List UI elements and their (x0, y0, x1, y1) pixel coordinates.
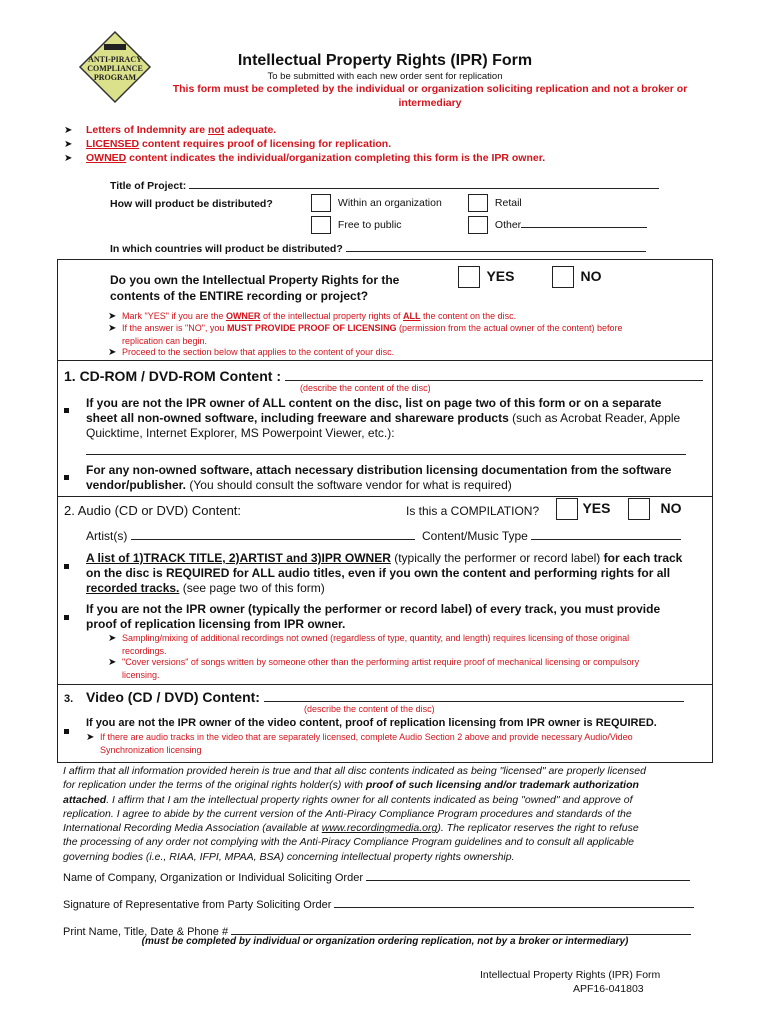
form-title: Intellectual Property Rights (IPR) Form (237, 52, 533, 69)
section-divider (57, 496, 713, 497)
option-other[interactable] (468, 216, 647, 234)
within-org-label: Within an organization (337, 196, 442, 209)
section3-heading-row (86, 689, 684, 705)
countries-row (110, 240, 646, 255)
countries-field[interactable] (346, 240, 646, 252)
arrow-bullet-icon: ➤ (108, 657, 117, 668)
section3-heading: Video (CD / DVD) Content: (86, 689, 260, 705)
ownership-no[interactable] (552, 266, 601, 288)
signature-row (63, 896, 694, 912)
free-checkbox[interactable] (311, 216, 331, 234)
company-label: Name of Company, Organization or Individual Soliciting Order (63, 872, 363, 884)
section3-content-field[interactable] (264, 689, 684, 702)
project-title-row (110, 177, 659, 192)
company-field[interactable] (366, 869, 690, 881)
section1-paragraph-1: If you are not the IPR owner of ALL content on the disc, list on page two of this form or on a separate sheet all non-owned software, including freeware and shareware products (such as Acrobat Reader, Apple Quicktime, Internet Explorer, MS Powerpoint Viewer, etc.): (86, 396, 706, 459)
signature-field[interactable] (334, 896, 694, 908)
countries-question: In which countries will product be distributed? (110, 243, 343, 255)
artists-row (86, 528, 681, 544)
distribution-question: How will product be distributed? (110, 198, 273, 210)
ownership-no-checkbox[interactable] (552, 266, 574, 288)
arrow-bullet-icon: ➤ (108, 633, 117, 644)
other-checkbox[interactable] (468, 216, 488, 234)
ownership-yes-checkbox[interactable] (458, 266, 480, 288)
compilation-no-checkbox[interactable] (628, 498, 650, 520)
section1-paragraph-2: For any non-owned software, attach necessary distribution licensing documentation from the software vendor/publisher. (You should consult the software vendor for what is required) (86, 463, 672, 492)
print-name-field[interactable] (231, 923, 691, 935)
retail-label: Retail (494, 196, 522, 209)
signature-label: Signature of Representative from Party Soliciting Order (63, 899, 332, 911)
section1-heading: 1. CD-ROM / DVD-ROM Content : (64, 368, 281, 384)
ownership-no-label: NO (580, 268, 602, 285)
compilation-no-label: NO (660, 500, 682, 517)
square-bullet-icon (64, 400, 69, 418)
option-free[interactable] (311, 216, 402, 234)
footer-form-name: Intellectual Property Rights (IPR) Form (480, 969, 661, 981)
compilation-yes-label: YES (582, 500, 611, 517)
section1-software-list-field[interactable] (86, 443, 686, 455)
notice-owned: ➤ OWNED content indicates the individual/organization completing this form is the IPR owner. (64, 152, 546, 164)
ownership-question: Do you own the Intellectual Property Rights for the contents of the ENTIRE recording or project? (110, 273, 400, 303)
project-title-field[interactable] (189, 177, 659, 189)
project-title-label: Title of Project: (110, 180, 187, 192)
svg-text:PROGRAM: PROGRAM (93, 73, 137, 82)
arrow-bullet-icon: ➤ (108, 347, 117, 358)
ownership-note-2: ➤ If the answer is "NO", you MUST PROVIDE PROOF OF LICENSING (permission from the actual owner of the content) before replication can begin. (108, 323, 623, 346)
ownership-yes[interactable] (458, 266, 514, 288)
arrow-bullet-icon: ➤ (108, 311, 117, 322)
artists-field[interactable] (131, 528, 415, 540)
notice-licensed: ➤ LICENSED content requires proof of licensing for replication. (64, 138, 392, 150)
square-bullet-icon (64, 467, 69, 485)
svg-text:COMPLIANCE: COMPLIANCE (87, 64, 143, 73)
square-bullet-icon (64, 721, 69, 739)
signature-note: (must be completed by individual or organization ordering replication, not by a broker or intermediary) (141, 936, 629, 947)
within-org-checkbox[interactable] (311, 194, 331, 212)
arrow-bullet-icon: ➤ (64, 153, 73, 164)
red-instruction: This form must be completed by the individual or organization soliciting replication and not a broker or intermediary (172, 83, 688, 109)
section-divider (57, 684, 713, 685)
content-type-field[interactable] (531, 528, 681, 540)
section2-paragraph-1: A list of 1)TRACK TITLE, 2)ARTIST and 3)IPR OWNER (typically the performer or record label) for each track on the disc is REQUIRED for ALL audio titles, even if you own the content and performing rights for all recorded tracks. (see page two of this form) (86, 551, 683, 595)
compilation-yes-checkbox[interactable] (556, 498, 578, 520)
compilation-question: Is this a COMPILATION? (406, 504, 540, 518)
arrow-bullet-icon: ➤ (64, 139, 73, 150)
footer-form-code: APF16-041803 (573, 983, 644, 995)
square-bullet-icon (64, 556, 69, 574)
other-field[interactable] (521, 216, 647, 228)
section1-heading-row (64, 368, 703, 384)
print-name-label: Print Name, Title, Date & Phone # (63, 926, 229, 938)
section3-sub-note-1: ➤ If there are audio tracks in the video that are separately licensed, complete Audio Section 2 above and provide necessary Audio/Video Synchronization licensing (86, 732, 633, 755)
compilation-yes[interactable] (556, 498, 610, 520)
option-retail[interactable] (468, 194, 522, 212)
ownership-note-3: ➤ Proceed to the section below that applies to the content of your disc. (108, 347, 395, 358)
square-bullet-icon (64, 607, 69, 625)
section2-paragraph-2: If you are not the IPR owner (typically the performer or record label) of every track, you must provide proof of replication licensing from IPR owner. (86, 602, 661, 631)
svg-text:ANTI-PIRACY: ANTI-PIRACY (88, 55, 142, 64)
section2-sub-note-1: ➤ Sampling/mixing of additional recordings not owned (regardless of type, quantity, and length) requires licensing of those original recordings. (108, 633, 630, 656)
option-within-org[interactable] (311, 194, 442, 212)
retail-checkbox[interactable] (468, 194, 488, 212)
section3-describe-hint: (describe the content of the disc) (304, 704, 435, 714)
company-row (63, 869, 690, 885)
other-label: Other (494, 219, 522, 231)
arrow-bullet-icon: ➤ (108, 323, 117, 334)
ownership-note-1: ➤ Mark "YES" if you are the OWNER of the intellectual property rights of ALL the content on the disc. (108, 311, 517, 322)
arrow-bullet-icon: ➤ (86, 732, 95, 743)
affirmation-statement: I affirm that all information provided herein is true and that all disc contents indicated as being "licensed" are properly licensed for replication under the terms of the original rights holder(s) with proof of such licensing and/or trademark authorization attached. I affirm that I am the intellectual property rights owner for all contents indicated as being "owned" and approve of replication. I agree to abide by the current version of the Anti-Piracy Compliance Program procedures and standards of the International Recording Media Association (available at www.recordingmedia.org). The replicator reserves the right to refuse the processing of any order not complying with the Anti-Piracy Compliance Program guidelines and to consult all applicable governing bodies (i.e., RIAA, IFPI, MPAA, BSA) concerning intellectual property rights ownership. (63, 765, 646, 863)
section2-sub-note-2: ➤ "Cover versions" of songs written by someone other than the performing artist require proof of mechanical licensing or compulsory licensing. (108, 657, 640, 680)
artists-label: Artist(s) (86, 529, 128, 543)
section3-number: 3. (64, 693, 74, 705)
section2-heading: 2. Audio (CD or DVD) Content: (64, 503, 242, 518)
section1-describe-hint: (describe the content of the disc) (300, 383, 431, 393)
section1-content-field[interactable] (285, 368, 703, 381)
recordingmedia-link[interactable]: www.recordingmedia.org (321, 822, 438, 835)
ownership-yes-label: YES (486, 268, 515, 285)
form-subtitle: To be submitted with each new order sent for replication (267, 71, 503, 82)
compilation-no[interactable] (628, 498, 681, 520)
arrow-bullet-icon: ➤ (64, 125, 73, 136)
content-type-label: Content/Music Type (422, 529, 528, 543)
section3-paragraph-1: If you are not the IPR owner of the video content, proof of replication licensing from IPR owner is REQUIRED. (86, 717, 657, 729)
notice-indemnity: ➤ Letters of Indemnity are not adequate. (64, 124, 277, 136)
free-label: Free to public (337, 218, 402, 231)
